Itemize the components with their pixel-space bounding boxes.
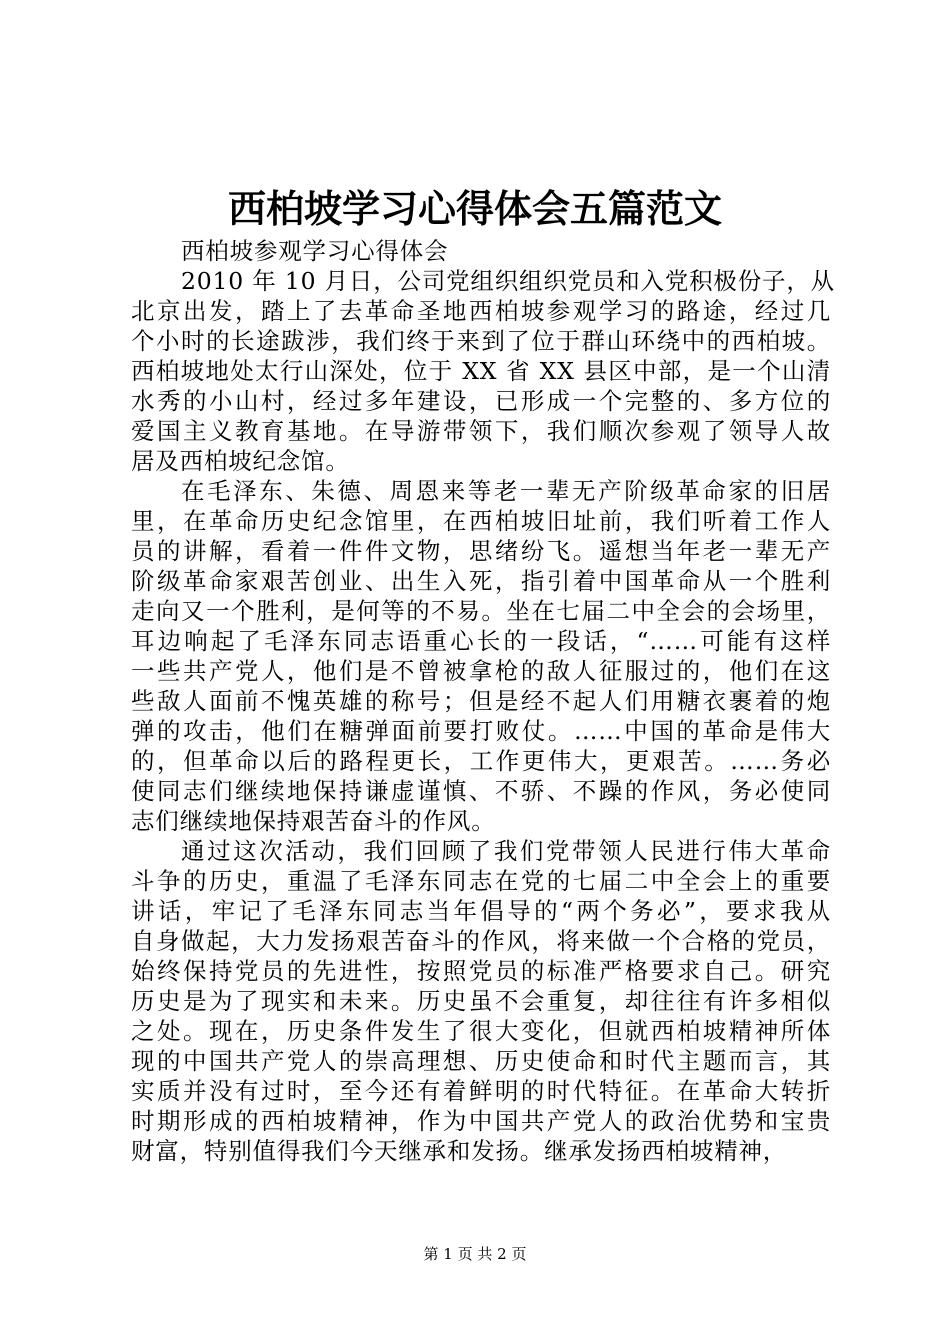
paragraph-line: 个小时的长途跋涉，我们终于来到了位于群山环绕中的西柏坡。 (131, 327, 831, 355)
body-paragraph (131, 266, 835, 476)
paragraph-line: 的，但革命以后的路程更长，工作更伟大，更艰苦。……务必 (131, 747, 831, 775)
body-paragraph (131, 476, 831, 836)
paragraph-line: 现的中国共产党人的崇高理想、历史使命和时代主题而言，其 (131, 1047, 831, 1075)
paragraph-line: 阶级革命家艰苦创业、出生入死，指引着中国革命从一个胜利 (131, 567, 831, 595)
paragraph-line: 一些共产党人，他们是不曾被拿枪的敌人征服过的，他们在这 (131, 657, 831, 685)
paragraph-line: 使同志们继续地保持谦虚谨慎、不骄、不躁的作风，务必使同 (131, 777, 831, 805)
paragraph-line: 里，在革命历史纪念馆里，在西柏坡旧址前，我们听着工作人 (131, 507, 831, 535)
paragraph-line: 爱国主义教育基地。在导游带领下，我们顺次参观了领导人故 (131, 417, 831, 445)
body-paragraph (131, 836, 831, 1166)
paragraph-line: 实质并没有过时，至今还有着鲜明的时代特征。在革命大转折 (131, 1077, 831, 1105)
paragraph-line: 西柏坡地处太行山深处，位于 XX 省 XX 县区中部，是一个山清 (131, 357, 831, 385)
paragraph-line: 弹的攻击，他们在糖弹面前要打败仗。……中国的革命是伟大 (131, 717, 831, 745)
paragraph-line: 在毛泽东、朱德、周恩来等老一辈无产阶级革命家的旧居 (181, 477, 831, 505)
paragraph-line: 时期形成的西柏坡精神，作为中国共产党人的政治优势和宝贵 (131, 1107, 831, 1135)
paragraph-line: 志们继续地保持艰苦奋斗的作风。 (131, 807, 496, 835)
paragraph-list (131, 266, 835, 1166)
paragraph-line: 财富，特别值得我们今天继承和发扬。继承发扬西柏坡精神， (131, 1137, 788, 1165)
paragraph-line: 始终保持党员的先进性，按照党员的标准严格要求自己。研究 (131, 957, 831, 985)
paragraph-line: 2010 年 10 月日，公司党组织组织党员和入党积极份子，从 (181, 267, 835, 295)
paragraph-line: 耳边响起了毛泽东同志语重心长的一段话，“……可能有这样 (131, 627, 831, 655)
paragraph-line: 讲话，牢记了毛泽东同志当年倡导的“两个务必”，要求我从 (131, 897, 831, 925)
paragraph-line: 员的讲解，看着一件件文物，思绪纷飞。遥想当年老一辈无产 (131, 537, 831, 565)
paragraph-line: 水秀的小山村，经过多年建设，已形成一个完整的、多方位的 (131, 387, 831, 415)
paragraph-line: 北京出发，踏上了去革命圣地西柏坡参观学习的路途，经过几 (131, 297, 831, 325)
paragraph-line: 通过这次活动，我们回顾了我们党带领人民进行伟大革命 (181, 837, 831, 865)
document-title: 西柏坡学习心得体会五篇范文 (227, 186, 722, 231)
paragraph-line: 自身做起，大力发扬艰苦奋斗的作风，将来做一个合格的党员， (131, 927, 831, 955)
document-subtitle: 西柏坡参观学习心得体会 (181, 237, 449, 265)
page-footer: 第 1 页 共 2 页 (423, 1245, 527, 1263)
paragraph-line: 走向又一个胜利，是何等的不易。坐在七届二中全会的会场里， (131, 597, 831, 625)
paragraph-line: 些敌人面前不愧英雄的称号；但是经不起人们用糖衣裹着的炮 (131, 687, 831, 715)
document-body (131, 236, 835, 1166)
paragraph-line: 斗争的历史，重温了毛泽东同志在党的七届二中全会上的重要 (131, 867, 831, 895)
paragraph-line: 居及西柏坡纪念馆。 (131, 447, 350, 475)
paragraph-line: 之处。现在，历史条件发生了很大变化，但就西柏坡精神所体 (131, 1017, 831, 1045)
paragraph-line: 历史是为了现实和未来。历史虽不会重复，却往往有许多相似 (131, 987, 831, 1015)
